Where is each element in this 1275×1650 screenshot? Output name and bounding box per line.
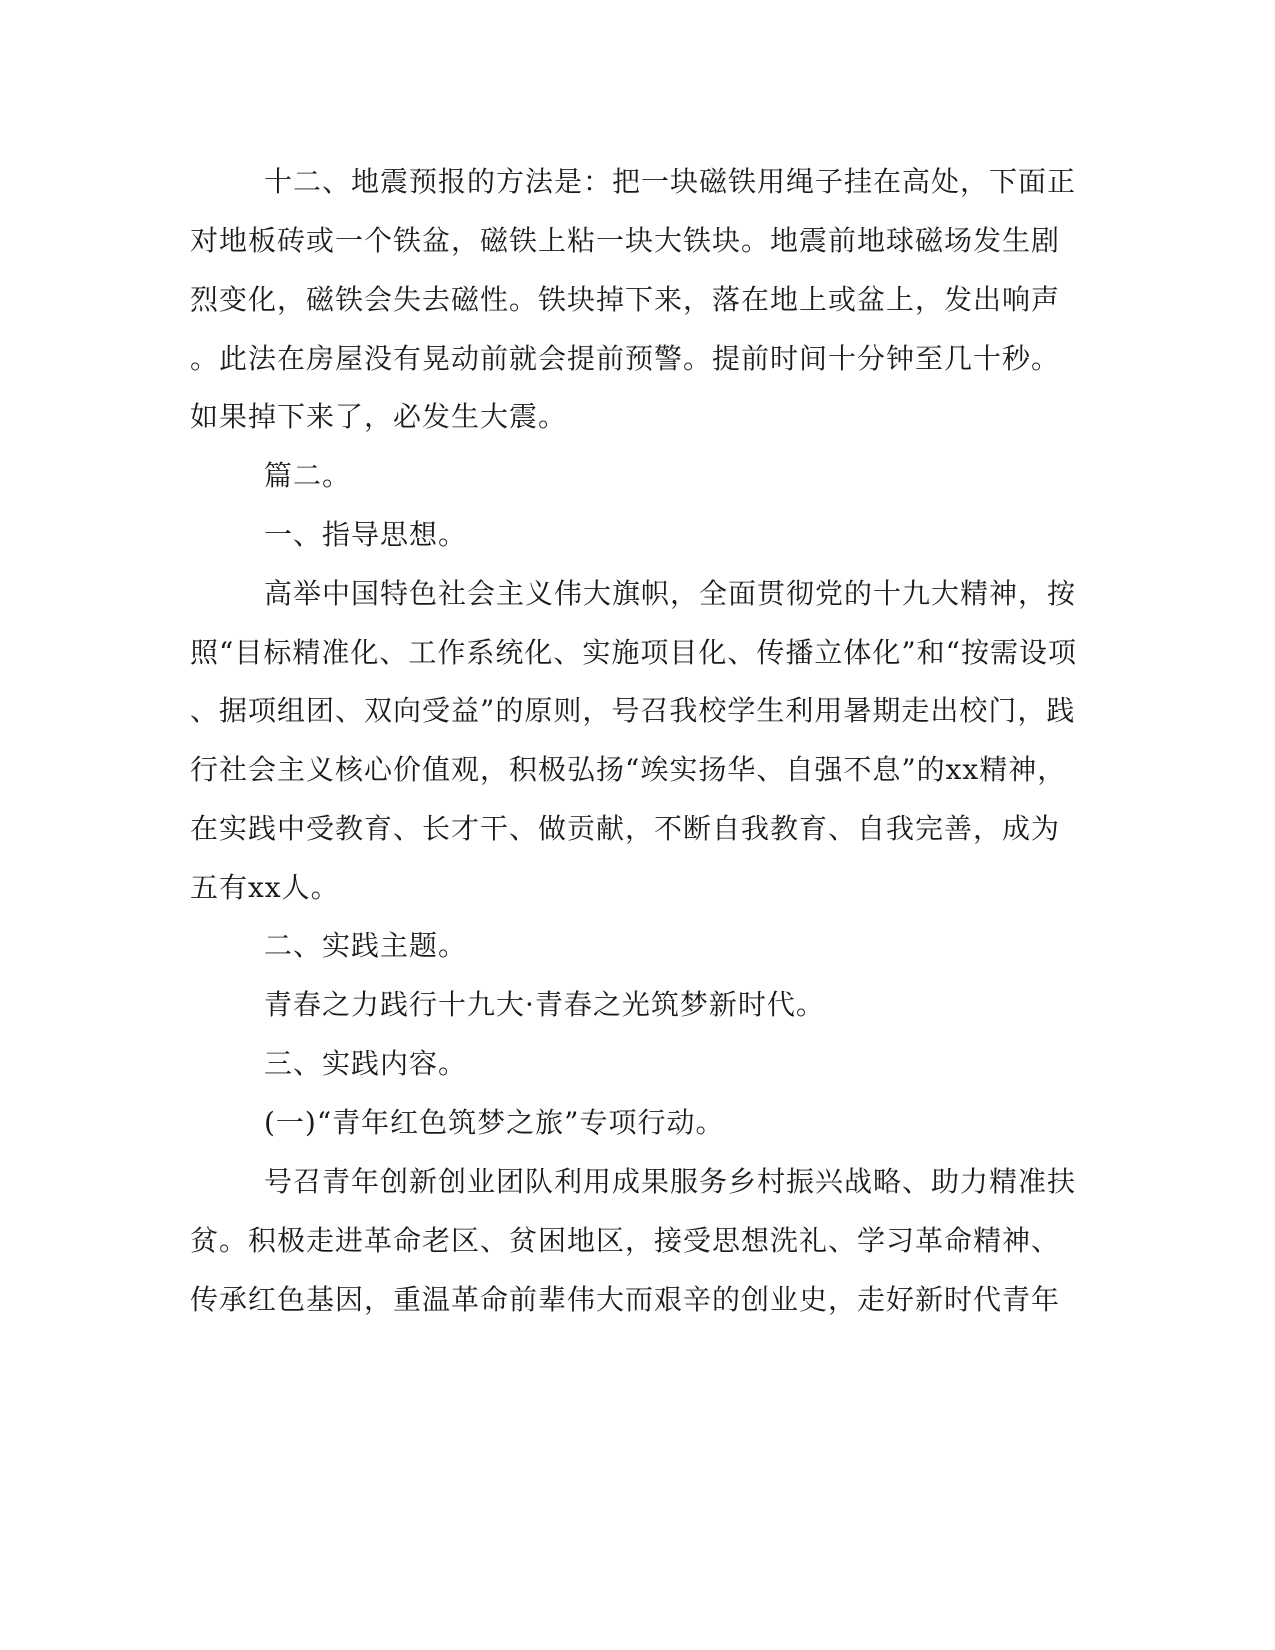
section-heading: 二、实践主题。 xyxy=(264,929,468,962)
paragraph-line: 、据项组团、双向受益”的原则，号召我校学生利用暑期走出校门，践 xyxy=(190,694,1076,727)
paragraph-line: 如果掉下来了，必发生大震。 xyxy=(190,400,568,433)
paragraph-line: 高举中国特色社会主义伟大旗帜，全面贯彻党的十九大精神，按 xyxy=(264,577,1077,610)
paragraph-line: 传承红色基因，重温革命前辈伟大而艰辛的创业史，走好新时代青年 xyxy=(190,1283,1061,1316)
subsection-heading: (一)“青年红色筑梦之旅”专项行动。 xyxy=(264,1106,725,1139)
paragraph-line: 号召青年创新创业团队利用成果服务乡村振兴战略、助力精准扶 xyxy=(264,1165,1077,1198)
paragraph-line: 五有xx人。 xyxy=(190,871,340,904)
paragraph-line: 青春之力践行十九大·青春之光筑梦新时代。 xyxy=(264,988,825,1021)
section-heading: 篇二。 xyxy=(264,459,352,492)
paragraph-line: 照“目标精准化、工作系统化、实施项目化、传播立体化”和“按需设项 xyxy=(190,636,1077,669)
paragraph-line: 。此法在房屋没有晃动前就会提前预警。提前时间十分钟至几十秒。 xyxy=(190,342,1061,375)
paragraph-line: 烈变化，磁铁会失去磁性。铁块掉下来，落在地上或盆上，发出响声 xyxy=(190,283,1061,316)
paragraph-line: 对地板砖或一个铁盆，磁铁上粘一块大铁块。地震前地球磁场发生剧 xyxy=(190,224,1061,257)
paragraph-line: 在实践中受教育、长才干、做贡献，不断自我教育、自我完善，成为 xyxy=(190,812,1061,845)
paragraph-line: 十二、地震预报的方法是：把一块磁铁用绳子挂在高处，下面正 xyxy=(264,165,1077,198)
paragraph-line: 行社会主义核心价值观，积极弘扬“竢实扬华、自强不息”的xx精神， xyxy=(190,753,1067,786)
section-heading: 一、指导思想。 xyxy=(264,518,468,551)
section-heading: 三、实践内容。 xyxy=(264,1047,468,1080)
paragraph-line: 贫。积极走进革命老区、贫困地区，接受思想洗礼、学习革命精神、 xyxy=(190,1224,1061,1257)
